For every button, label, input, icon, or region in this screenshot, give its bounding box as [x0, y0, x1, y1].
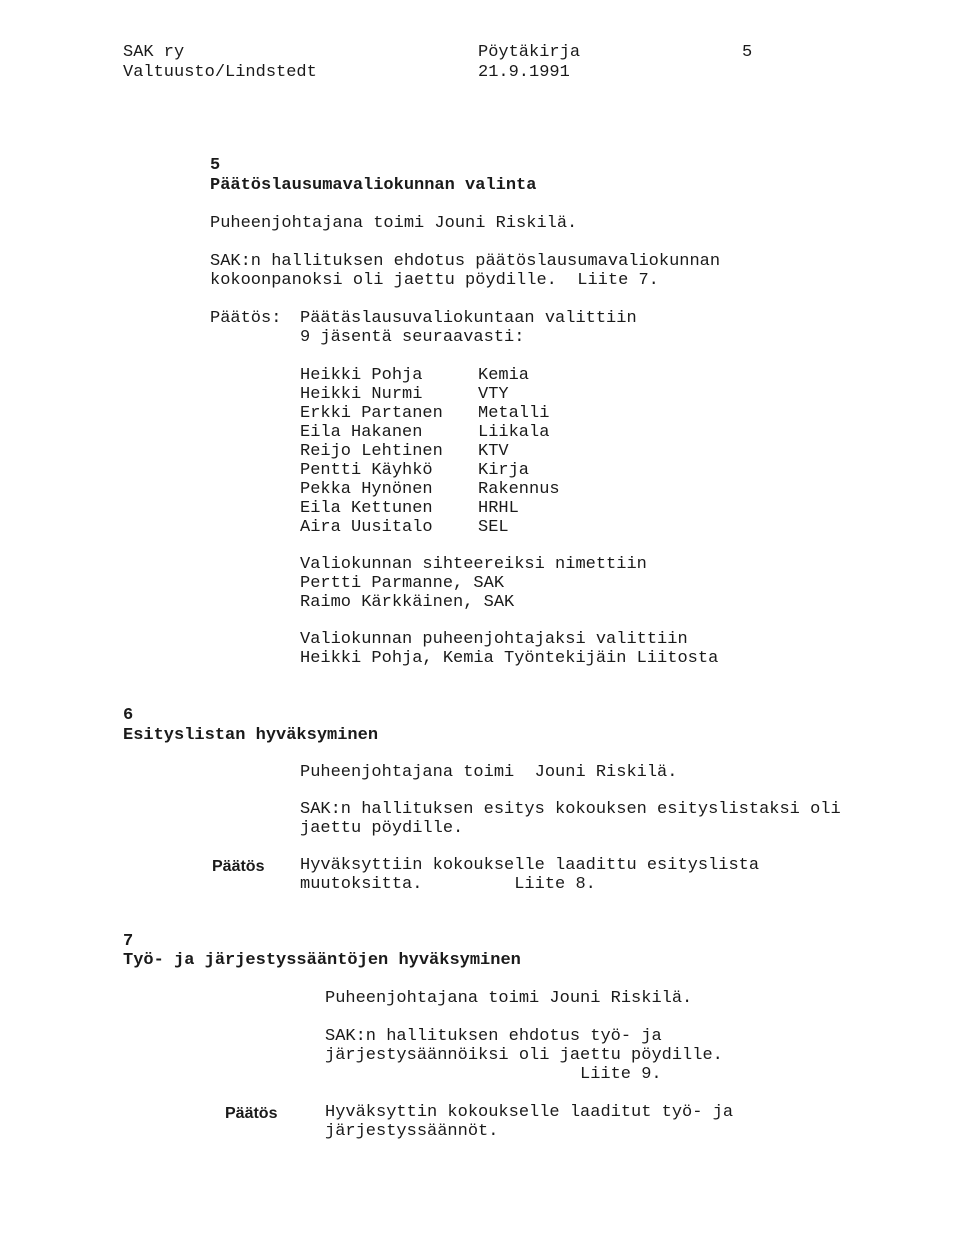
header-date: 21.9.1991: [478, 63, 570, 82]
section5-decision-line2: 9 jäsentä seuraavasti:: [300, 328, 525, 347]
section7-decision-label: Päätös: [225, 1105, 278, 1122]
section6-decision-label: Päätös: [212, 858, 265, 875]
header-org: SAK ry: [123, 43, 185, 62]
member-name: Reijo Lehtinen: [300, 442, 443, 461]
section5-number: 5: [210, 156, 221, 175]
member-name: Aira Uusitalo: [300, 518, 433, 537]
section6-proposal-line2: jaettu pöydille.: [300, 819, 464, 838]
chair-elected: Heikki Pohja, Kemia Työntekijäin Liitosta: [300, 649, 719, 668]
header-page-number: 5: [742, 43, 753, 62]
member-org: HRHL: [478, 499, 519, 518]
secretary-2: Raimo Kärkkäinen, SAK: [300, 593, 515, 612]
member-org: KTV: [478, 442, 509, 461]
member-name: Pentti Käyhkö: [300, 461, 433, 480]
section5-chair: Puheenjohtajana toimi Jouni Riskilä.: [210, 214, 578, 233]
member-org: VTY: [478, 385, 509, 404]
section5-proposal-line2: kokoonpanoksi oli jaettu pöydille. Liite 7.: [210, 271, 659, 290]
secretary-1: Pertti Parmanne, SAK: [300, 574, 505, 593]
chair-elected-intro: Valiokunnan puheenjohtajaksi valittiin: [300, 630, 688, 649]
section6-title: Esityslistan hyväksyminen: [123, 726, 379, 745]
section7-proposal-line3: Liite 9.: [580, 1065, 662, 1084]
member-org: Metalli: [478, 404, 550, 423]
member-org: Rakennus: [478, 480, 560, 499]
header-subtitle: Valtuusto/Lindstedt: [123, 63, 317, 82]
member-org: Liikala: [478, 423, 550, 442]
member-name: Eila Kettunen: [300, 499, 433, 518]
section6-chair: Puheenjohtajana toimi Jouni Riskilä.: [300, 763, 678, 782]
member-name: Heikki Nurmi: [300, 385, 423, 404]
section7-proposal-line1: SAK:n hallituksen ehdotus työ- ja: [325, 1027, 662, 1046]
section7-decision-line2: järjestyssäännöt.: [325, 1122, 499, 1141]
member-name: Heikki Pohja: [300, 366, 423, 385]
member-name: Eila Hakanen: [300, 423, 423, 442]
member-org: SEL: [478, 518, 509, 537]
member-org: Kirja: [478, 461, 530, 480]
section5-title: Päätöslausumavaliokunnan valinta: [210, 176, 537, 195]
secretaries-intro: Valiokunnan sihteereiksi nimettiin: [300, 555, 647, 574]
section7-number: 7: [123, 932, 134, 951]
section5-decision-label: Päätös:: [210, 309, 282, 328]
section7-proposal-line2: järjestysäännöiksi oli jaettu pöydille.: [325, 1046, 723, 1065]
section6-proposal-line1: SAK:n hallituksen esitys kokouksen esityslistaksi oli: [300, 800, 841, 819]
member-name: Erkki Partanen: [300, 404, 443, 423]
section7-chair: Puheenjohtajana toimi Jouni Riskilä.: [325, 989, 693, 1008]
header-doc-type: Pöytäkirja: [478, 43, 581, 62]
member-org: Kemia: [478, 366, 530, 385]
section5-proposal-line1: SAK:n hallituksen ehdotus päätöslausumavaliokunnan: [210, 252, 721, 271]
section5-decision-line1: Päätäslausuvaliokuntaan valittiin: [300, 309, 637, 328]
member-name: Pekka Hynönen: [300, 480, 433, 499]
section6-number: 6: [123, 706, 134, 725]
section6-decision-line2: muutoksitta. Liite 8.: [300, 875, 596, 894]
section7-decision-line1: Hyväksyttin kokoukselle laaditut työ- ja: [325, 1103, 734, 1122]
section6-decision-line1: Hyväksyttiin kokoukselle laadittu esityslista: [300, 856, 760, 875]
section7-title: Työ- ja järjestyssääntöjen hyväksyminen: [123, 951, 521, 970]
